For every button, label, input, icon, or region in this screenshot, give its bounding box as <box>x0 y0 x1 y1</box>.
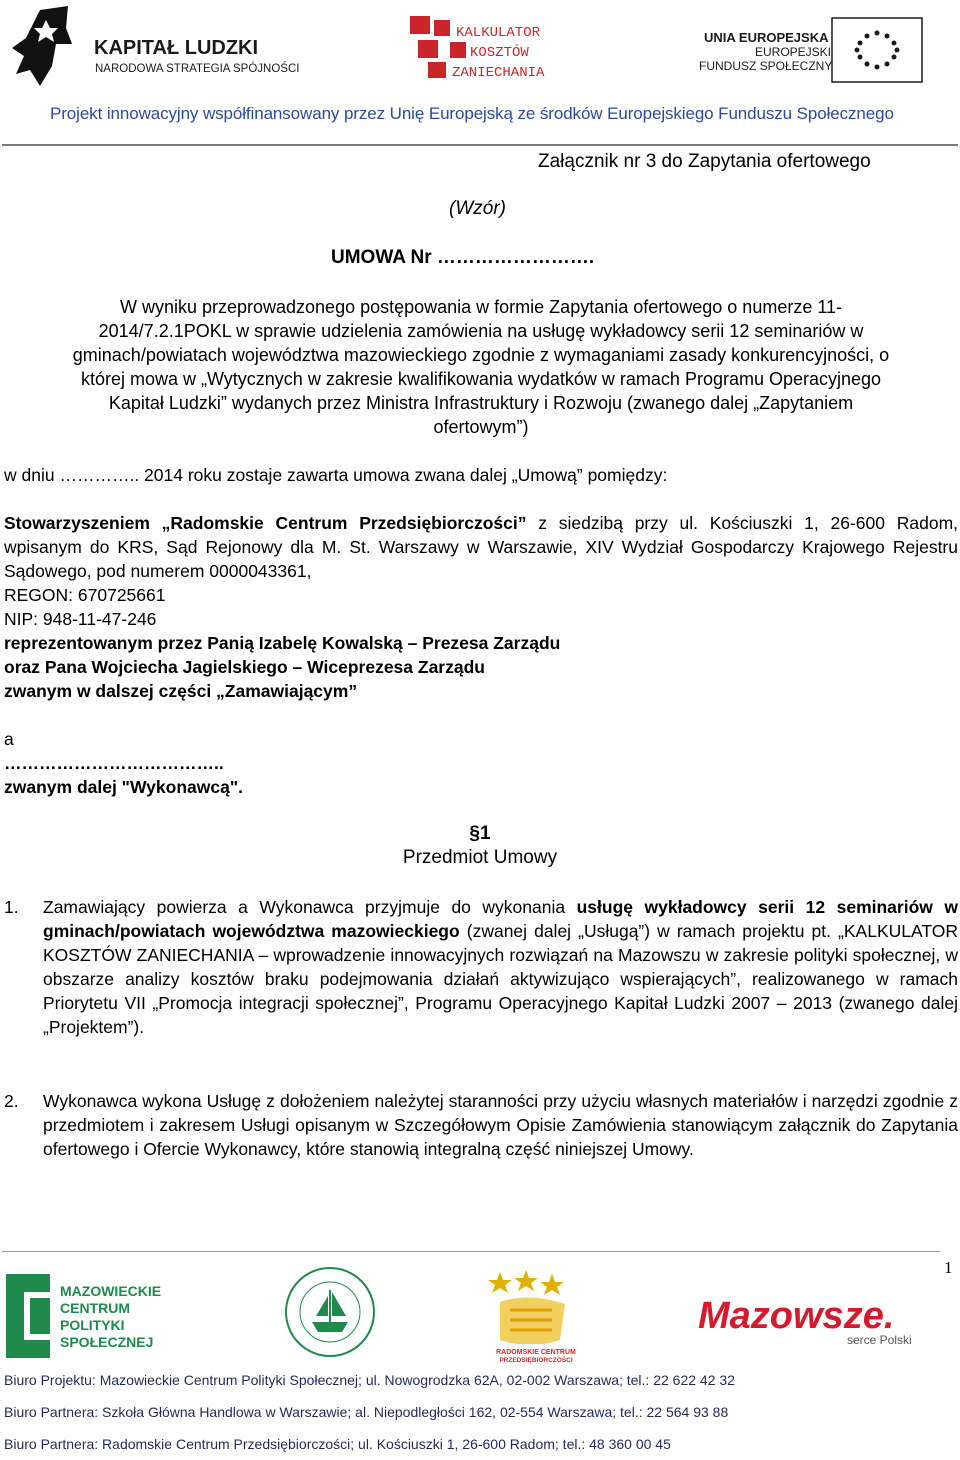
mazowsze-tagline: serce Polski <box>847 1333 912 1347</box>
footer-address-project: Biuro Projektu: Mazowieckie Centrum Polityki Społecznej; ul. Nowogrodzka 62A, 02-002 Warszawa; tel.: 22 622 42 32 <box>4 1372 735 1388</box>
representative-1: reprezentowanym przez Panią Izabelę Kowalską – Prezesa Zarządu <box>4 633 561 653</box>
unia-europejska-logo <box>699 18 922 82</box>
eu-flag-icon <box>832 18 922 82</box>
clause-number: 1. <box>4 897 19 917</box>
clause-text <box>43 895 958 1039</box>
project-cofinancing-line: Projekt innowacyjny współfinansowany przez Unię Europejską ze środków Europejskiego Funduszu Społecznego <box>50 104 894 123</box>
clause-item-1 <box>4 895 958 1039</box>
mazowsze-wordmark: Mazowsze. <box>698 1295 895 1337</box>
section-number: §1 <box>469 823 491 844</box>
clause-text-part: (zwanej dalej „Usługą”) w ramach projektu pt. „KALKULATOR KOSZTÓW ZANIECHANIA – wprowadzenie innowacyjnych rozwiązań na Mazowszu w zakresie polityki społecznej, w obszarze analizy kosztów braku podejmowania działań aktywizująco wspierających”, realizowanego w ramach Priorytetu VII „Promocja integracji społecznej”, Programu Operacyjnego Kapitał Ludzki 2007 – 2013 (zwanego dalej „Projektem”). <box>43 921 958 1037</box>
mcps-word: MAZOWIECKIE <box>60 1283 162 1299</box>
mcps-word: POLITYKI <box>60 1317 125 1333</box>
clause-text-bold: usługę wykładowcy serii 12 seminariów w gminach/powiatach województwa mazowieckiego <box>43 897 958 941</box>
kalkulator-word-1: KALKULATOR <box>456 25 541 41</box>
footer-divider <box>2 1251 940 1252</box>
footer-logos <box>0 1262 960 1372</box>
regon-line: REGON: 670725661 <box>4 585 166 605</box>
contractor-label: zwanym dalej "Wykonawcą". <box>4 777 243 797</box>
clause-text-part: Zamawiający powierza a Wykonawca przyjmuje do wykonania <box>43 897 577 917</box>
intro-line: W wyniku przeprowadzonego postępowania w formie Zapytania ofertowego o numerze 11- <box>119 297 843 317</box>
rcp-caption: RADOMSKIE CENTRUM <box>496 1349 576 1356</box>
mcps-logo <box>6 1274 161 1358</box>
rcp-caption: PRZEDSIĘBIORCZOŚCI <box>499 1357 573 1364</box>
mcps-word: SPOŁECZNEJ <box>60 1334 154 1350</box>
header-logos <box>0 0 960 100</box>
mazowsze-logo <box>698 1295 912 1347</box>
sgh-seal-logo <box>286 1268 374 1356</box>
annex-label: Załącznik nr 3 do Zapytania ofertowego <box>538 151 871 172</box>
ue-line-2: EUROPEJSKI <box>755 45 832 59</box>
intro-line: Kapitał Ludzki” wydanych przez Ministra Infrastruktury i Rozwoju (zwanego dalej „Zapytaniem <box>108 393 854 413</box>
ue-line-1: UNIA EUROPEJSKA <box>704 30 829 45</box>
representative-2: oraz Pana Wojciecha Jagielskiego – Wiceprezesa Zarządu <box>4 657 485 677</box>
contract-date-line: w dniu ………….. 2014 roku zostaje zawarta umowa zwana dalej „Umową” pomiędzy: <box>4 465 668 485</box>
intro-line: gminach/powiatach województwa mazowieckiego zgodnie z wymaganiami zasady konkurencyjności, o <box>72 345 890 365</box>
footer-address-partner-sgh: Biuro Partnera: Szkoła Główna Handlowa w Warszawie; al. Niepodległości 162, 02-554 Warszawa; tel.: 22 564 93 88 <box>4 1404 729 1420</box>
clause-item-2 <box>4 1089 958 1161</box>
party-name: Stowarzyszeniem „Radomskie Centrum Przedsiębiorczości” <box>4 513 527 533</box>
kalkulator-logo <box>410 16 545 81</box>
mcps-word: CENTRUM <box>60 1300 130 1316</box>
rcp-logo <box>488 1270 582 1364</box>
conjunction-a: a <box>4 729 14 749</box>
kapital-ludzki-title: KAPITAŁ LUDZKI <box>94 37 259 59</box>
intro-paragraph <box>4 295 958 439</box>
party-seat: z siedzibą przy ul. Kościuszki 1, 26-600 Radom, wpisanym do KRS, Sąd Rejonowy dla M. St. Warszawy w Warszawie, XIV Wydział Gospodarczy Krajowego Rejestru Sądowego, pod numerem 0000043361, <box>4 513 959 581</box>
ue-line-3: FUNDUSZ SPOŁECZNY <box>699 59 833 73</box>
kalkulator-word-2: KOSZTÓW <box>470 45 529 61</box>
contract-title: UMOWA Nr ……………………. <box>331 247 595 268</box>
party-section <box>4 511 958 703</box>
contractor-name-placeholder: ……………………………….. <box>4 753 224 773</box>
header-divider <box>2 144 958 146</box>
page-number: 1 <box>944 1258 953 1277</box>
template-label: (Wzór) <box>449 198 506 219</box>
kapital-ludzki-logo <box>12 6 299 86</box>
nip-line: NIP: 948-11-47-246 <box>4 609 157 629</box>
clause-text: Wykonawca wykona Usługę z dołożeniem należytej staranności przy użyciu własnych materiałów i narzędzi zgodnie z przedmiotem i zakresem Usługi opisanym w Szczegółowym Opisie Zamówienia stanowiącym załącznik do Zapytania ofertowego i Ofercie Wykonawcy, które stanowią integralną część niniejszej Umowy. <box>43 1091 958 1159</box>
intro-line: ofertowym”) <box>433 417 529 437</box>
ordering-party-label: zwanym w dalszej części „Zamawiającym” <box>4 681 358 701</box>
kapital-ludzki-subtitle: NARODOWA STRATEGIA SPÓJNOŚCI <box>95 63 300 75</box>
clause-number: 2. <box>4 1091 19 1111</box>
intro-line: której mowa w „Wytycznych w zakresie kwalifikowania wydatków w ramach Programu Operacyjnego <box>80 369 882 389</box>
footer-address-partner-rcp: Biuro Partnera: Radomskie Centrum Przedsiębiorczości; ul. Kościuszki 1, 26-600 Radom; tel.: 48 360 00 45 <box>4 1436 671 1452</box>
intro-line: 2014/7.2.1POKL w sprawie udzielenia zamówienia na usługę wykładowcy serii 12 seminariów w <box>98 321 864 341</box>
section-title: Przedmiot Umowy <box>402 847 558 868</box>
kalkulator-word-3: ZANIECHANIA <box>452 65 545 81</box>
party-description <box>4 511 958 583</box>
